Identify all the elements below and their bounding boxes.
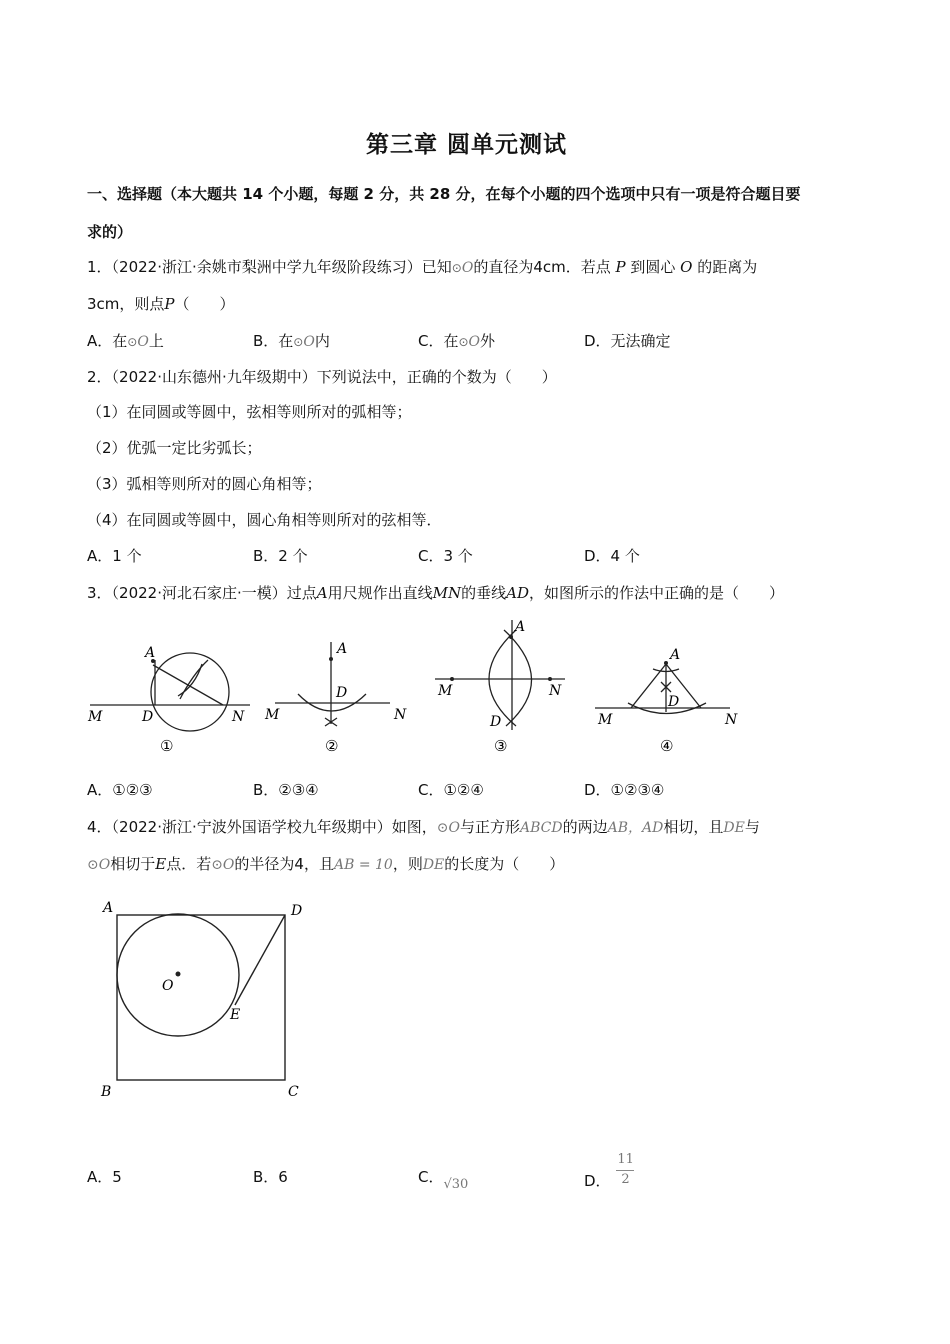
fig4-caption: ④ <box>660 737 674 755</box>
fig3-caption: ③ <box>494 737 508 755</box>
fig2-label-d: D <box>336 685 348 701</box>
q4-option-a[interactable]: A．5 <box>87 1168 122 1186</box>
fig1-label-m: M <box>88 709 103 725</box>
q3-figure-4 <box>595 661 730 714</box>
question-3-stem: 3．（2022·河北石家庄·一模）过点A用尺规作出直线MN的垂线AD，如图所示的作法中正确的是（ ） <box>87 584 784 602</box>
fig3-label-a: A <box>515 619 526 635</box>
question-4-line1: 4．（2022·浙江·宁波外国语学校九年级期中）如图，⊙O与正方形ABCD的两边AB，AD相切，且DE与 <box>87 818 760 836</box>
q3-option-c[interactable]: C．①②④ <box>418 781 484 799</box>
page-title: 第三章 圆单元测试 <box>366 132 568 158</box>
q4-label-a: A <box>103 900 114 916</box>
fig4-label-a: A <box>670 647 681 663</box>
q3-option-a[interactable]: A．①②③ <box>87 781 153 799</box>
q3-figure-1 <box>90 653 250 731</box>
fig1-label-d: D <box>142 709 154 725</box>
q2-option-b[interactable]: B．2 个 <box>253 547 308 565</box>
fig4-label-n: N <box>725 712 738 728</box>
q1-option-a[interactable]: A．在⊙O上 <box>87 332 164 350</box>
fig2-label-a: A <box>337 641 348 657</box>
fig3-label-d: D <box>490 714 502 730</box>
q2-option-c[interactable]: C．3 个 <box>418 547 473 565</box>
q4-label-b: B <box>101 1084 112 1100</box>
q2-option-d[interactable]: D．4 个 <box>584 547 640 565</box>
fig1-label-n: N <box>232 709 245 725</box>
q3-option-b[interactable]: B．②③④ <box>253 781 319 799</box>
q2-statement-3: （3）弧相等则所对的圆心角相等； <box>87 475 322 493</box>
fig2-caption: ② <box>325 737 339 755</box>
question-1-line2: 3cm，则点P（ ） <box>87 295 235 313</box>
q2-statement-1: （1）在同圆或等圆中，弦相等则所对的弧相等； <box>87 403 412 421</box>
fig2-label-m: M <box>265 707 280 723</box>
fig3-label-m: M <box>438 683 453 699</box>
fig1-label-a: A <box>145 645 156 661</box>
q4-option-c[interactable]: C．√30 <box>418 1168 469 1192</box>
fig1-caption: ① <box>160 737 174 755</box>
q3-figure-2 <box>275 642 390 726</box>
q4-option-d[interactable]: D． $\frac{11}{2}$ <box>584 1152 634 1190</box>
q1-option-b[interactable]: B．在⊙O内 <box>253 332 330 350</box>
fig4-label-m: M <box>598 712 613 728</box>
q2-statement-4: （4）在同圆或等圆中，圆心角相等则所对的弦相等． <box>87 511 442 529</box>
q1-option-d[interactable]: D．无法确定 <box>584 332 671 350</box>
q4-square-circle-figure <box>95 895 315 1110</box>
fig2-label-n: N <box>394 707 407 723</box>
fig4-label-d: D <box>668 694 680 710</box>
section-header-line1: 一、选择题（本大题共 14 个小题，每题 2 分，共 28 分，在每个小题的四个选项中只有一项是符合题目要 <box>87 185 801 203</box>
q1-option-c[interactable]: C．在⊙O外 <box>418 332 496 350</box>
fig3-label-n: N <box>549 683 562 699</box>
q4-option-b[interactable]: B．6 <box>253 1168 288 1186</box>
q4-label-c: C <box>288 1084 299 1100</box>
q4-label-d: D <box>291 903 303 919</box>
q2-statement-2: （2）优弧一定比劣弧长； <box>87 439 262 457</box>
question-2-stem: 2．（2022·山东德州·九年级期中）下列说法中，正确的个数为（ ） <box>87 368 557 386</box>
q4-label-e: E <box>230 1007 241 1023</box>
q3-option-d[interactable]: D．①②③④ <box>584 781 665 799</box>
section-header-line2: 求的） <box>87 223 133 241</box>
q4-label-o: O <box>162 978 174 994</box>
q2-option-a[interactable]: A．1 个 <box>87 547 142 565</box>
question-1-line1: 1．（2022·浙江·余姚市梨洲中学九年级阶段练习）已知⊙O的直径为4cm．若点 P 到圆心 O 的距离为 <box>87 258 758 276</box>
q3-construction-figures <box>80 612 760 762</box>
question-4-line2: ⊙O相切于E点．若⊙O的半径为4，且AB = 10，则DE的长度为（ ） <box>87 855 565 873</box>
